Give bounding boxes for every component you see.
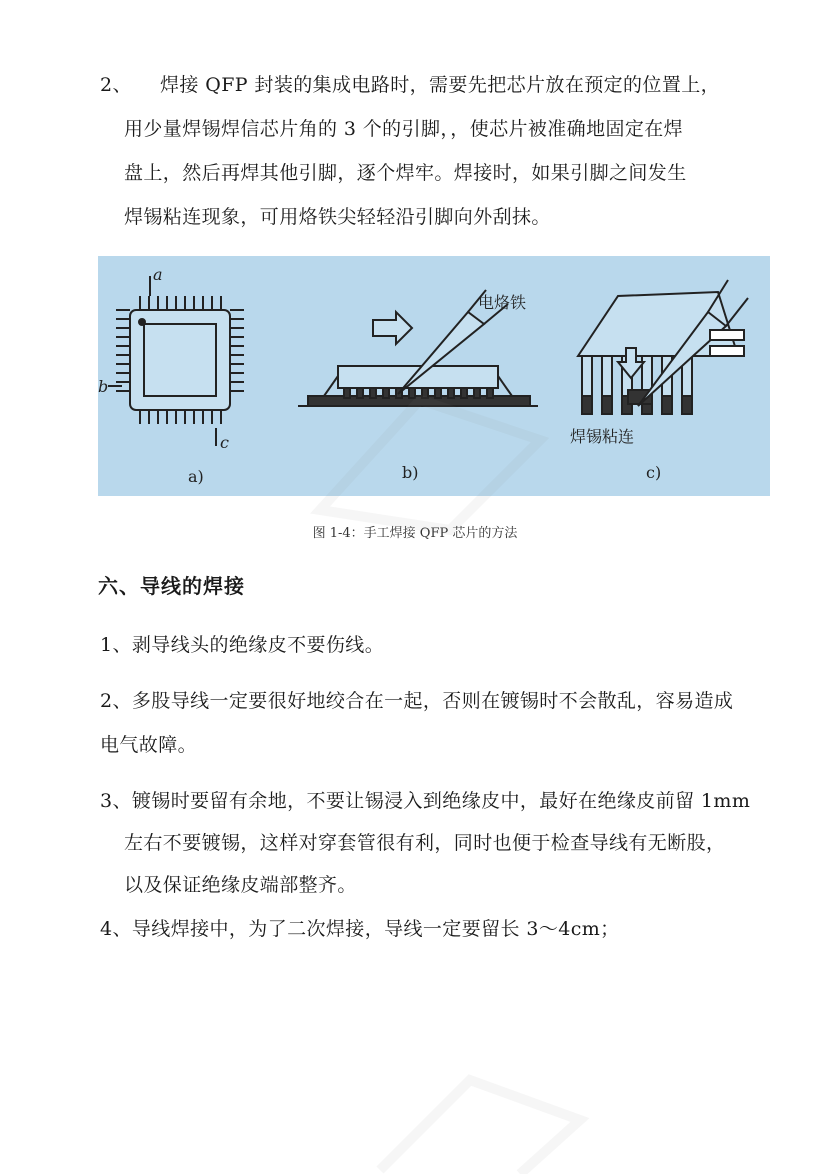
- list-item-continuation: 电气故障。: [100, 734, 198, 756]
- watermark-shape: [360, 1060, 620, 1174]
- qfp-soldering-figure: [98, 256, 770, 496]
- figure-caption: 图 1-4：手工焊接 QFP 芯片的方法: [312, 526, 518, 541]
- text-line: 盘上，然后再焊其他引脚，逐个焊牢。焊接时，如果引脚之间发生: [124, 162, 687, 184]
- sub-a: a): [188, 467, 204, 486]
- item-number: 2、: [100, 74, 132, 96]
- bridge-label: 焊锡粘连: [570, 427, 635, 446]
- list-item-continuation: 以及保证绝缘皮端部整齐。: [124, 874, 357, 896]
- label-a: a: [153, 265, 163, 284]
- sub-c: c): [646, 463, 662, 482]
- text-line: 焊锡粘连现象，可用烙铁尖轻轻沿引脚向外刮抹。: [124, 206, 551, 228]
- list-item: 2、多股导线一定要很好地绞合在一起，否则在镀锡时不会散乱，容易造成: [100, 690, 734, 712]
- figure-drawing: [98, 256, 770, 496]
- iron-label: 电烙铁: [478, 293, 527, 312]
- label-c: c: [220, 433, 229, 452]
- list-item-continuation: 左右不要镀锡，这样对穿套管很有利，同时也便于检查导线有无断股，: [124, 832, 726, 854]
- list-item: 4、导线焊接中，为了二次焊接，导线一定要留长 3～4cm；: [100, 918, 620, 940]
- list-item: 3、镀锡时要留有余地，不要让锡浸入到绝缘皮中，最好在绝缘皮前留 1mm: [100, 790, 751, 812]
- text-line: 用少量焊锡焊信芯片角的 3 个的引脚，，使芯片被准确地固定在焊: [124, 118, 684, 140]
- sub-b: b): [402, 463, 419, 482]
- label-b: b: [98, 377, 109, 396]
- list-item: 1、剥导线头的绝缘皮不要伤线。: [100, 634, 385, 656]
- text-line: 焊接 QFP 封装的集成电路时，需要先把芯片放在预定的位置上，: [160, 74, 721, 96]
- section-heading: 六、导线的焊接: [98, 574, 245, 598]
